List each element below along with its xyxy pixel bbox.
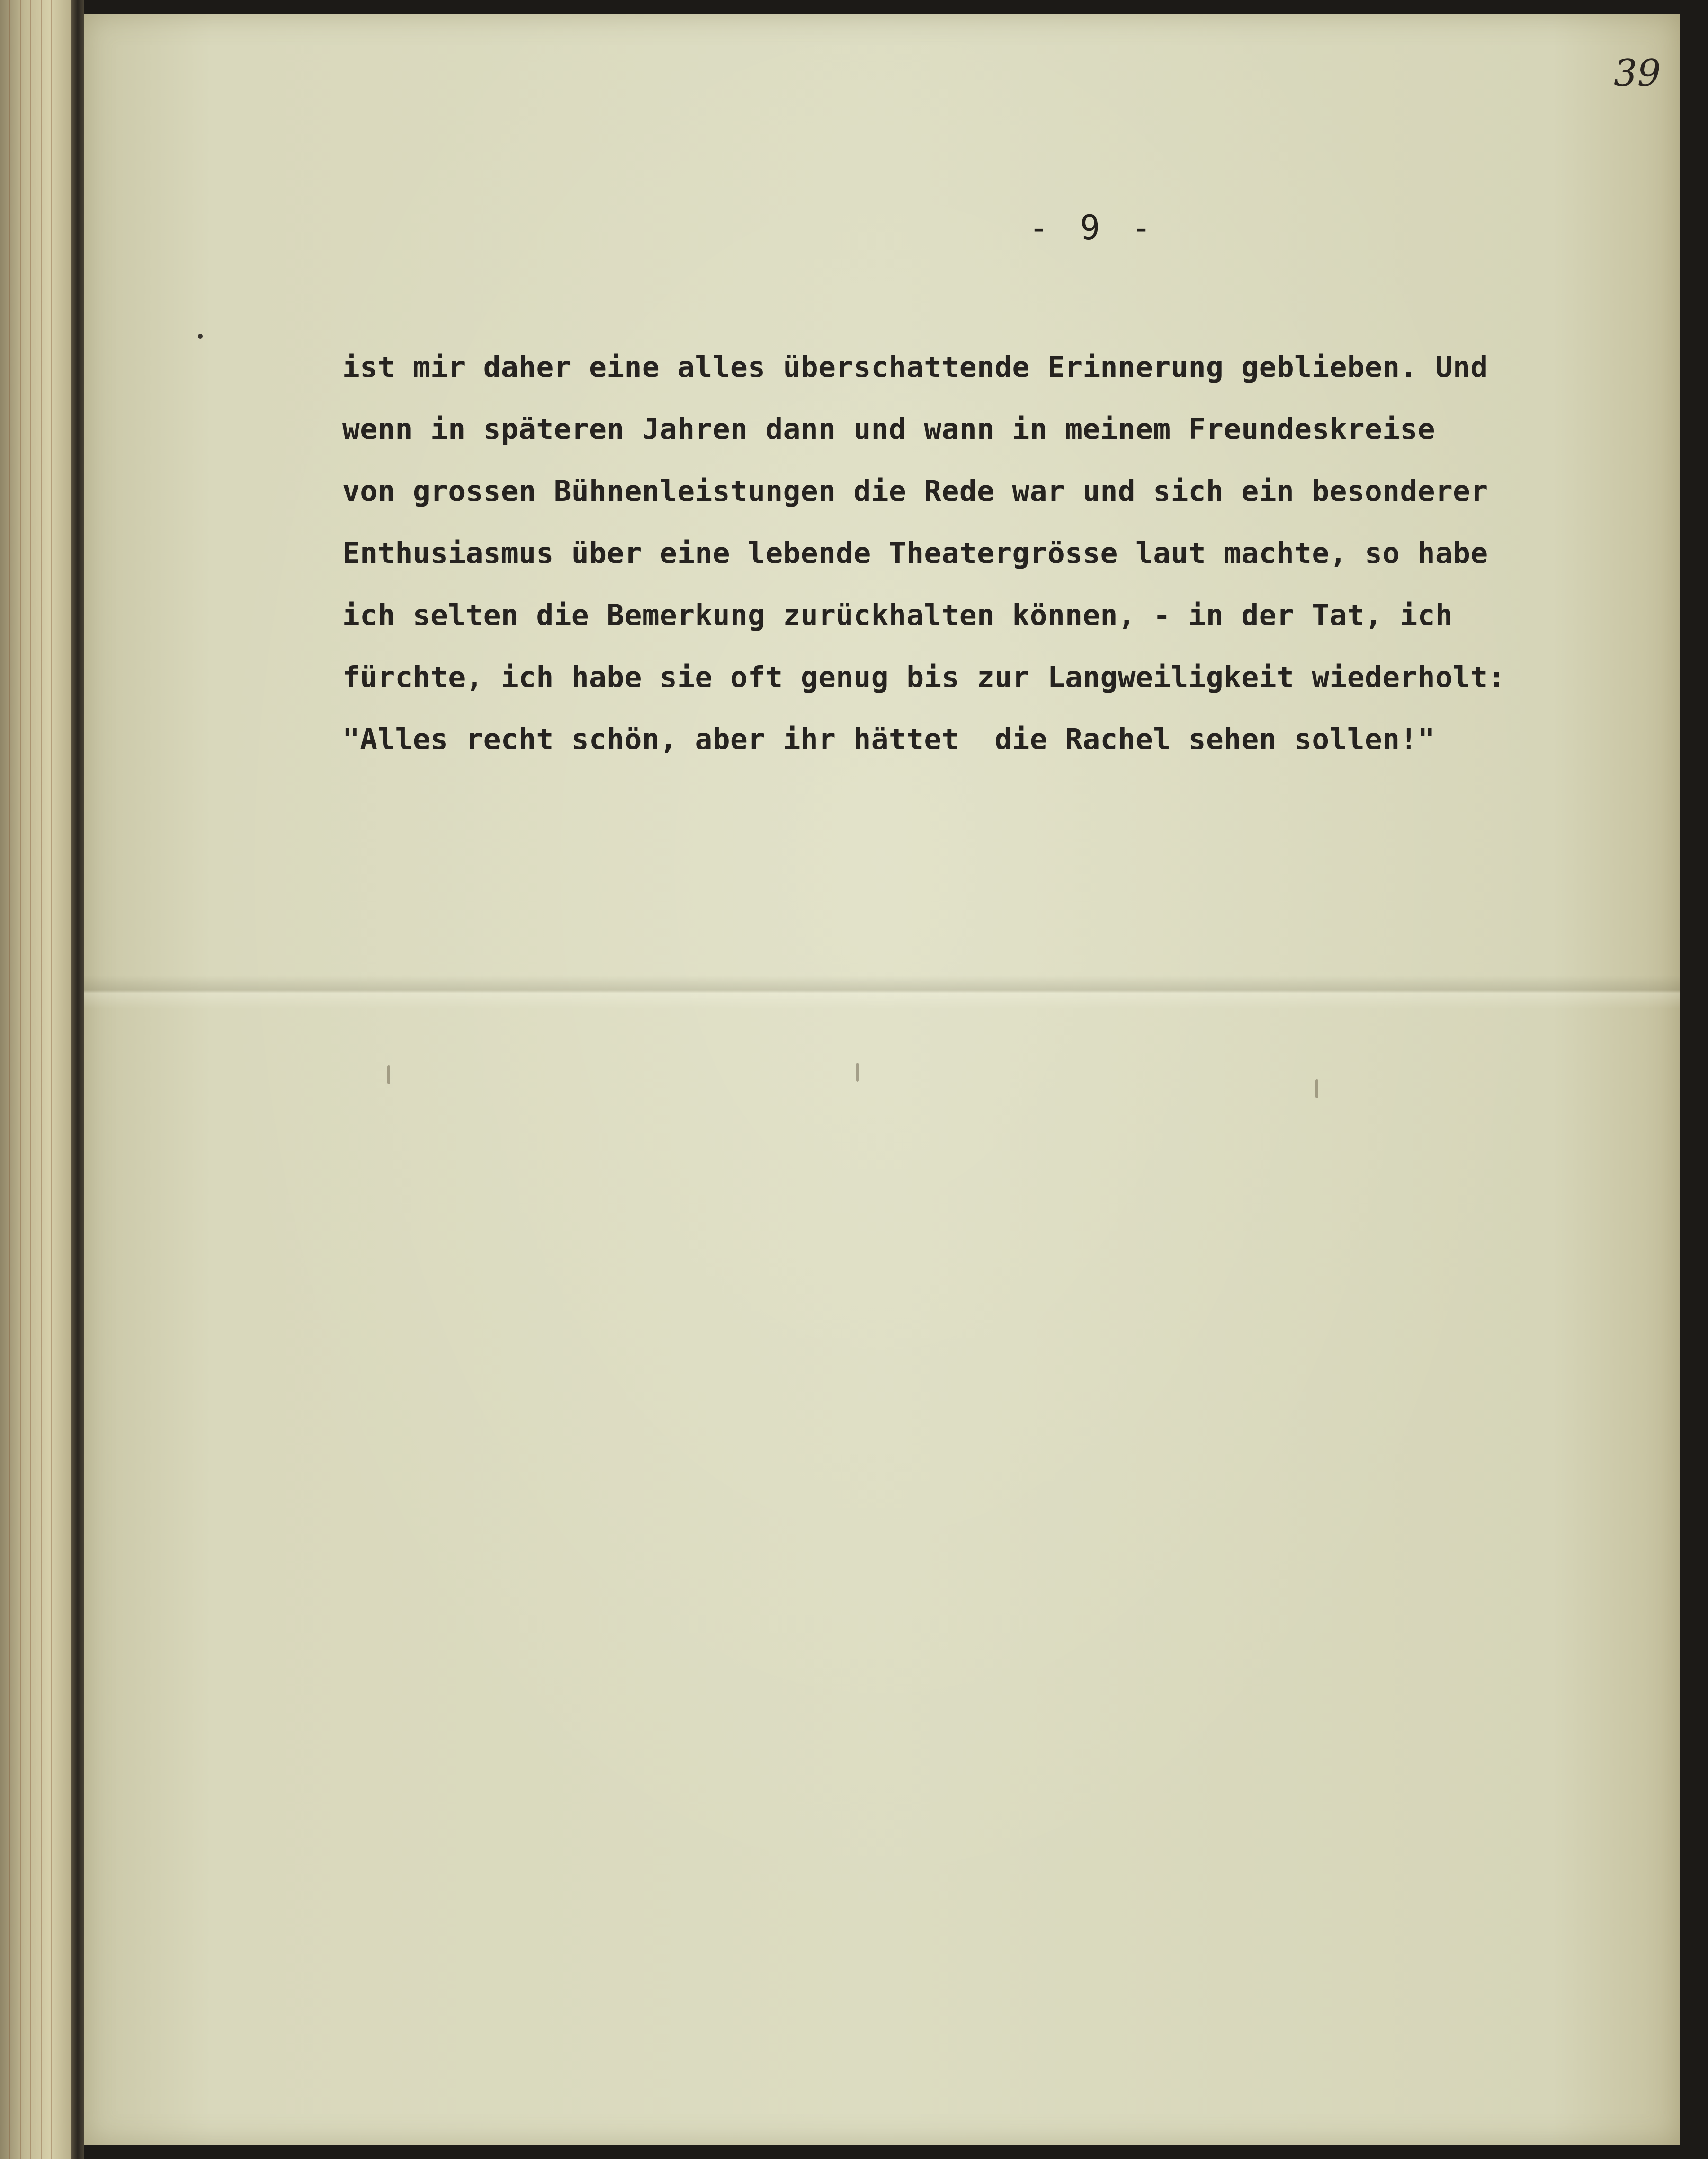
- text-line: wenn in späteren Jahren dann und wann in meinem Freundeskreise: [342, 412, 1435, 446]
- document-sheet: [84, 14, 1680, 2145]
- text-line: von grossen Bühnenleistungen die Rede war und sich ein besonderer: [342, 474, 1488, 508]
- folio-number: 39: [1614, 52, 1661, 95]
- text-line: "Alles recht schön, aber ihr hättet die Rachel sehen sollen!": [342, 723, 1435, 756]
- body-text: [342, 336, 1708, 770]
- text-line: ist mir daher eine alles überschattende Erinnerung geblieben. Und: [342, 350, 1488, 384]
- page-number: - 9 -: [1028, 208, 1157, 247]
- crease-mark: [856, 1063, 859, 1082]
- binding-gutter: [71, 0, 84, 2159]
- text-line: Enthusiasmus über eine lebende Theatergrösse laut machte, so habe: [342, 536, 1488, 570]
- previous-page-lines: [9, 0, 57, 2159]
- text-line: ich selten die Bemerkung zurückhalten können, - in der Tat, ich: [342, 598, 1453, 632]
- crease-mark: [1315, 1080, 1318, 1098]
- ink-dot: [198, 334, 203, 339]
- paper-fold: [84, 975, 1680, 1008]
- text-line: fürchte, ich habe sie oft genug bis zur Langweiligkeit wiederholt:: [342, 660, 1506, 694]
- previous-page-edge: [0, 0, 71, 2159]
- crease-mark: [387, 1065, 390, 1084]
